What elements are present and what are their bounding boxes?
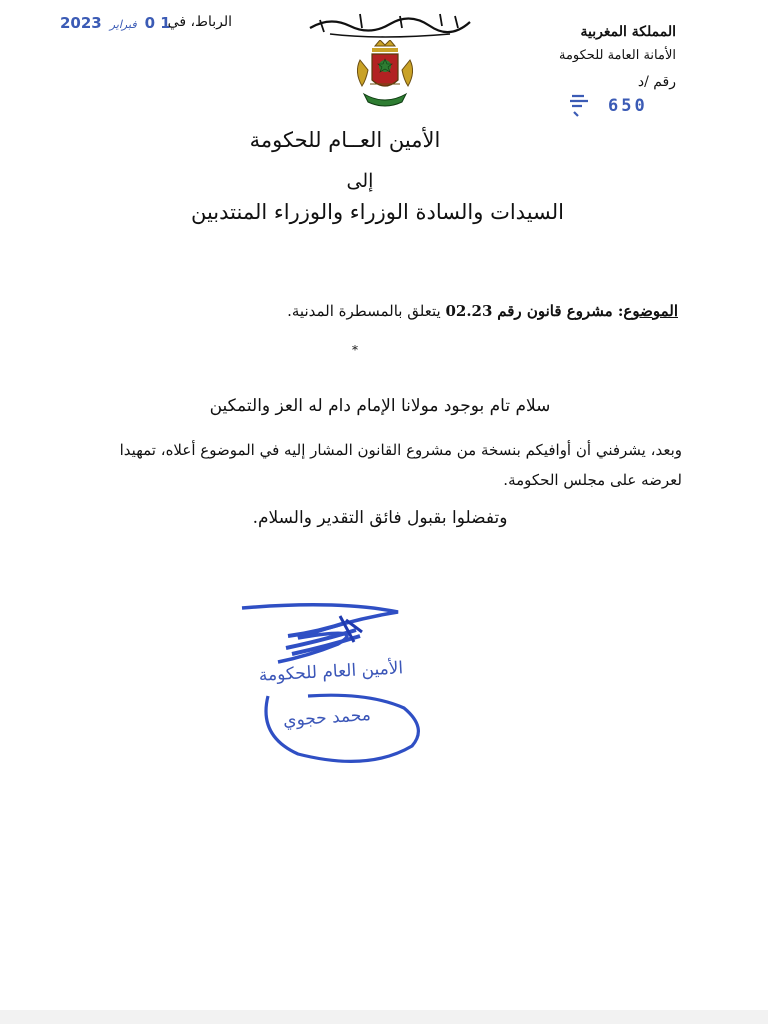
org-line-secretariat: الأمانة العامة للحكومة (558, 48, 676, 63)
closing-line: وتفضلوا بقبول فائق التقدير والسلام. (252, 508, 508, 528)
handwritten-signature (228, 596, 448, 776)
law-number: 02.23 (445, 302, 493, 320)
reference-number-stamp: 650 (608, 96, 648, 116)
sender-title: الأمين العــام للحكومة (249, 128, 441, 152)
addressee-to: إلى (346, 170, 374, 192)
date-month: فبراير (109, 18, 137, 31)
org-line-kingdom: المملكة المغربية (580, 24, 676, 40)
divider-mark: * (352, 343, 358, 357)
reference-label: رقم /د (637, 74, 676, 90)
signature-title: الأمين العام للحكومة (258, 658, 404, 686)
page-bottom-edge (0, 1010, 768, 1024)
date-day: 0 1 (144, 14, 171, 32)
date-year: 2023 (60, 14, 102, 32)
stamp-marks (568, 92, 608, 118)
date-stamp (60, 14, 171, 32)
place-label: الرباط، في (167, 14, 232, 30)
letter-body: وبعد، يشرفني أن أوافيكم بنسخة من مشروع القانون المشار إليه في الموضوع أعلاه، تمهيدا لعرضه على مجلس الحكومة. (119, 441, 682, 489)
recipients-line: السيدات والسادة الوزراء والوزراء المنتدبين (190, 200, 565, 224)
subject-label: الموضوع (623, 302, 678, 320)
royal-emblem-icon (350, 40, 420, 112)
subject-line (240, 302, 678, 320)
subject-prefix: : مشروع قانون رقم (497, 302, 624, 320)
signature-name: محمد حجوي (282, 704, 372, 732)
greeting-line: سلام تام بوجود مولانا الإمام دام له العز والتمكين (209, 396, 551, 416)
subject-suffix: يتعلق بالمسطرة المدنية. (287, 302, 441, 320)
